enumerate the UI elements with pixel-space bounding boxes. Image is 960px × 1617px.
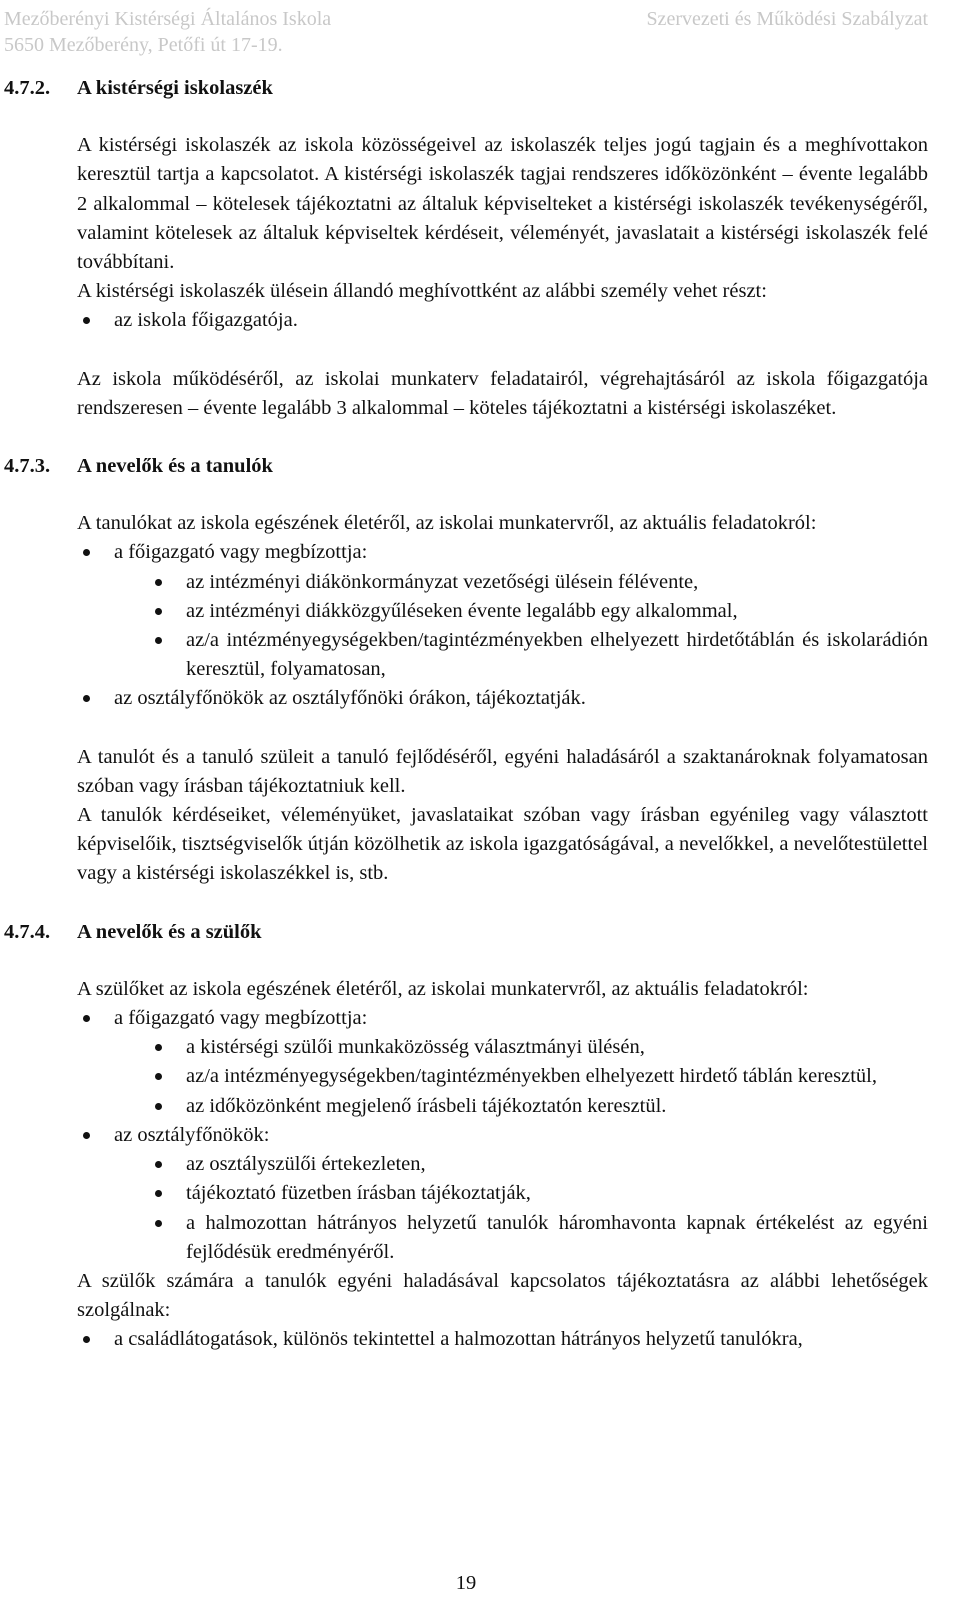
- list-item: a halmozottan hátrányos helyzetű tanulók háromhavonta kapnak értékelést az egyéni fejlődésük eredményéről.: [151, 1209, 928, 1267]
- paragraph: A tanulók kérdéseiket, véleményüket, javaslataikat szóban vagy írásban egyénileg vagy választott képviselőik, tisztségviselők útján közölhetik az iskola igazgatóságával, a nevelőkkel, a nevelőtestülettel vagy a kistérségi iskolaszékkel is, stb.: [77, 804, 928, 885]
- header-document-title: Szervezeti és Működési Szabályzat: [646, 8, 928, 30]
- list-item: az osztályfőnökök: az osztályszülői értekezleten, tájékoztató füzetben írásban tájékoztatják, a halmozottan hátrányos helyzetű tanulók háromhavonta kapnak értékelést az egyéni fejlődésük eredményéről.: [77, 1121, 928, 1267]
- bullet-icon: [83, 317, 90, 324]
- list-item: az időközönként megjelenő írásbeli tájékoztatón keresztül.: [151, 1092, 928, 1121]
- list-item: a főigazgató vagy megbízottja: a kistérségi szülői munkaközösség választmányi ülésén, az/a intézményegységekben/tagintézményekben elhelyezett hirdető táblán keresztül, az időközönként megjelenő írásbeli tájékoztatón keresztül.: [77, 1004, 928, 1121]
- paragraph: A szülőket az iskola egészének életéről, az iskolai munkatervről, az aktuális feladatokról:: [77, 977, 809, 1000]
- paragraph: A kistérségi iskolaszék az iskola közösségeivel az iskolaszék teljes jogú tagjain és a meghívottakon keresztül tartja a kapcsolatot. A kistérségi iskolaszék tagjai rendszeres időközönként – évente legalább 2 alkalommal – kötelesek tájékoztatni az általuk képviselteket a kistérségi iskolaszék tevékenységéről, valamint kötelesek az általuk képviseltek kérdéseit, véleményét, javaslatait a kistérségi iskolaszék felé továbbítani.: [77, 134, 928, 274]
- list-item: az/a intézményegységekben/tagintézményekben elhelyezett hirdetőtáblán és iskolarádión keresztül, folyamatosan,: [151, 626, 928, 684]
- bullet-icon: [155, 637, 162, 644]
- section-heading-473: [4, 452, 928, 481]
- bullet-icon: [83, 549, 90, 556]
- list-item: az intézményi diákönkormányzat vezetőségi ülésein félévente,: [151, 568, 928, 597]
- bullet-icon: [83, 1015, 90, 1022]
- section-body-472: [77, 131, 928, 423]
- section-number: 4.7.2.: [4, 77, 51, 99]
- bullet-list: [77, 1325, 928, 1354]
- bullet-list: [77, 1004, 928, 1267]
- list-item: az osztályfőnökök az osztályfőnöki órákon, tájékoztatják.: [77, 684, 928, 713]
- section-title: A nevelők és a szülők: [77, 920, 262, 943]
- list-item: a családlátogatások, különös tekintettel a halmozottan hátrányos helyzetű tanulókra,: [77, 1325, 928, 1354]
- bullet-list: [77, 306, 928, 335]
- bullet-list: [77, 538, 928, 713]
- list-item: a főigazgató vagy megbízottja: az intézményi diákönkormányzat vezetőségi ülésein félévente, az intézményi diákközgyűléseken évente legalább egy alkalommal, az/a intézményegységekben/tagintézményekben elhelyezett hirdetőtáblán és iskolarádión keresztül, folyamatosan,: [77, 538, 928, 684]
- sub-bullet-list: [114, 568, 928, 685]
- section-body-473: [77, 509, 928, 888]
- bullet-icon: [155, 1073, 162, 1080]
- paragraph: A szülők számára a tanulók egyéni haladásával kapcsolatos tájékoztatásra az alábbi lehetőségek szolgálnak:: [77, 1269, 928, 1322]
- sub-bullet-list: [114, 1033, 928, 1121]
- list-item: az osztályszülői értekezleten,: [151, 1150, 928, 1179]
- section-number: 4.7.4.: [4, 920, 51, 943]
- bullet-icon: [83, 1336, 90, 1343]
- section-heading-472: [4, 74, 928, 103]
- bullet-icon: [155, 1190, 162, 1197]
- sub-bullet-list: [114, 1150, 928, 1267]
- section-number: 4.7.3.: [4, 455, 51, 478]
- bullet-icon: [83, 695, 90, 702]
- page-header: [4, 6, 928, 58]
- bullet-icon: [155, 1161, 162, 1168]
- bullet-icon: [155, 1220, 162, 1227]
- list-item: az iskola főigazgatója.: [77, 306, 928, 335]
- list-item: az/a intézményegységekben/tagintézményekben elhelyezett hirdető táblán keresztül,: [151, 1062, 928, 1091]
- list-item: a kistérségi szülői munkaközösség választmányi ülésén,: [151, 1033, 928, 1062]
- paragraph: A tanulókat az iskola egészének életéről, az iskolai munkatervről, az aktuális feladatokról:: [77, 512, 817, 535]
- bullet-icon: [155, 579, 162, 586]
- section-heading-474: [4, 918, 928, 947]
- document-body: [4, 74, 928, 1355]
- section-title: A nevelők és a tanulók: [77, 455, 273, 478]
- bullet-icon: [83, 1132, 90, 1139]
- section-body-474: [77, 975, 928, 1355]
- section-title: A kistérségi iskolaszék: [77, 77, 273, 99]
- bullet-icon: [155, 608, 162, 615]
- paragraph: Az iskola működéséről, az iskolai munkaterv feladatairól, végrehajtásáról az iskola főigazgatója rendszeresen – évente legalább 3 alkalommal – köteles tájékoztatni a kistérségi iskolaszéket.: [77, 367, 928, 419]
- header-school-name: Mezőberényi Kistérségi Általános Iskola: [4, 8, 332, 30]
- list-item: az intézményi diákközgyűléseken évente legalább egy alkalommal,: [151, 597, 928, 626]
- paragraph: A tanulót és a tanuló szüleit a tanuló fejlődéséről, egyéni haladásáról a szaktanároknak folyamatosan szóban vagy írásban tájékoztatniuk kell.: [77, 745, 928, 797]
- paragraph: A kistérségi iskolaszék ülésein állandó meghívottként az alábbi személy vehet részt:: [77, 280, 767, 303]
- page-number: 19: [455, 1572, 477, 1594]
- header-address: 5650 Mezőberény, Petőfi út 17-19.: [4, 34, 283, 56]
- bullet-icon: [155, 1044, 162, 1051]
- bullet-icon: [155, 1103, 162, 1110]
- list-item: tájékoztató füzetben írásban tájékoztatják,: [151, 1179, 928, 1208]
